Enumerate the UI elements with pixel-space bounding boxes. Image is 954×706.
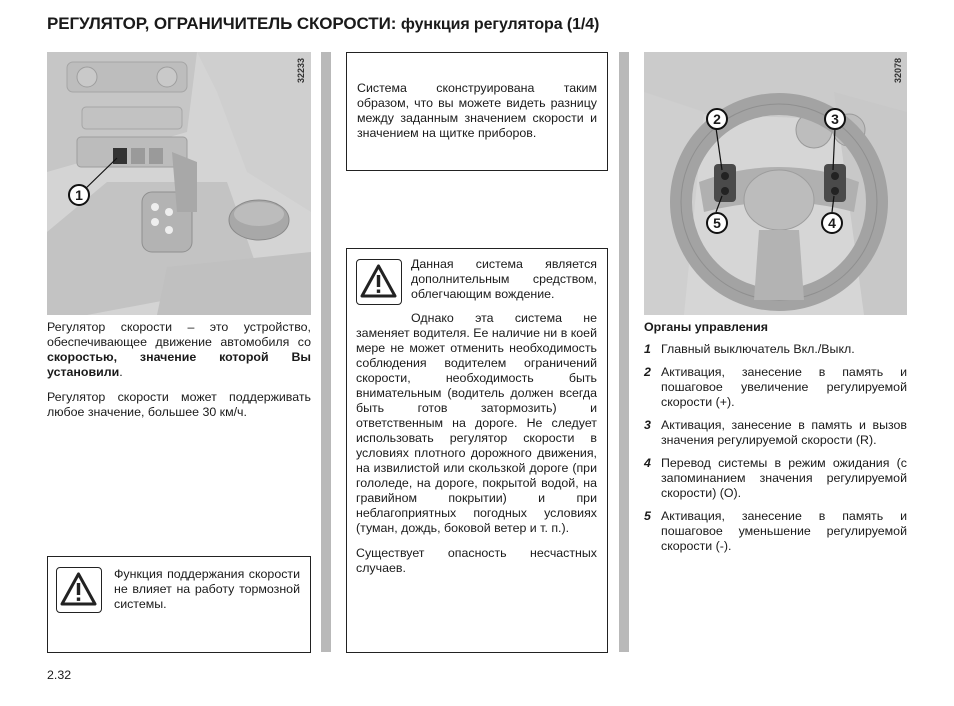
callout-5: 5: [706, 212, 728, 234]
left-paragraph-2: Регулятор скорости может поддерживать любое значение, большее 30 км/ч.: [47, 390, 311, 419]
controls-list: [644, 342, 907, 562]
controls-heading: Органы управления: [644, 320, 768, 334]
warning-triangle-icon: [356, 259, 402, 305]
console-photo: [47, 52, 311, 315]
warning-box-main: [346, 248, 608, 653]
page-title: [47, 14, 599, 34]
note-text: Система сконструирована таким образом, что вы можете видеть разницу между заданным значением скорости и значением на щитке приборов.: [357, 81, 597, 140]
column-divider-left: [321, 52, 331, 652]
console-photo-ref: 32233: [296, 58, 306, 84]
callout-3: 3: [824, 108, 846, 130]
steering-wheel-photo: [644, 52, 907, 315]
warning-end-text: Существует опасность несчастных случаев.: [356, 546, 597, 575]
steering-photo-ref: 32078: [893, 58, 903, 84]
callout-2: 2: [706, 108, 728, 130]
left-text: [47, 320, 311, 430]
callout-4: 4: [821, 212, 843, 234]
warning-intro-text: Данная система является дополнительным средством, облегчающим вождение.: [411, 257, 597, 301]
page-title-main: РЕГУЛЯТОР, ОГРАНИЧИТЕЛЬ СКОРОСТИ:: [47, 14, 397, 33]
warning-box-brake: [47, 556, 311, 653]
list-item: 3 Активация, занесение в память и вызов значения регулируемой скорости (R).: [644, 418, 907, 447]
callout-1: 1: [68, 184, 90, 206]
column-divider-right: [619, 52, 629, 652]
list-item: 4 Перевод системы в режим ожидания (с запоминанием значения регулируемой скорости) (O).: [644, 456, 907, 500]
page-title-sub: функция регулятора (1/4): [400, 16, 600, 33]
warning-triangle-icon: [56, 567, 102, 613]
left-paragraph-1: Регулятор скорости – это устройство, обеспечивающее движение автомобиля со скоростью, значение которой Вы установили.: [47, 320, 311, 379]
warning-body-text: Однако эта система не заменяет водителя. Ее наличие ни в коей мере не может отменить необходимость соблюдения водителем ограничений скорости, необходимость быть внимательным (водитель должен всегда быть готов затормозить) и ответственным на дороге. Не следует использовать регулятор скорости в условиях плотного дорожного движения, на извилистой или скользкой дороге (при гололеде, на дороге, покрытой водой, на гравийном покрытии) и при неблагоприятных погодных условиях (туман, дождь, боковой ветер и т. п.).: [356, 311, 597, 535]
list-item: 5 Активация, занесение в память и пошаговое уменьшение регулируемой скорости (-).: [644, 509, 907, 553]
page-number: 2.32: [47, 668, 72, 682]
list-item: 2 Активация, занесение в память и пошаговое увеличение регулируемой скорости (+).: [644, 365, 907, 409]
note-box-speed-diff: [346, 52, 608, 171]
list-item: 1 Главный выключатель Вкл./Выкл.: [644, 342, 855, 356]
warning-brake-text: Функция поддержания скорости не влияет на работу тормозной системы.: [114, 567, 300, 611]
warning-body: [356, 311, 597, 586]
